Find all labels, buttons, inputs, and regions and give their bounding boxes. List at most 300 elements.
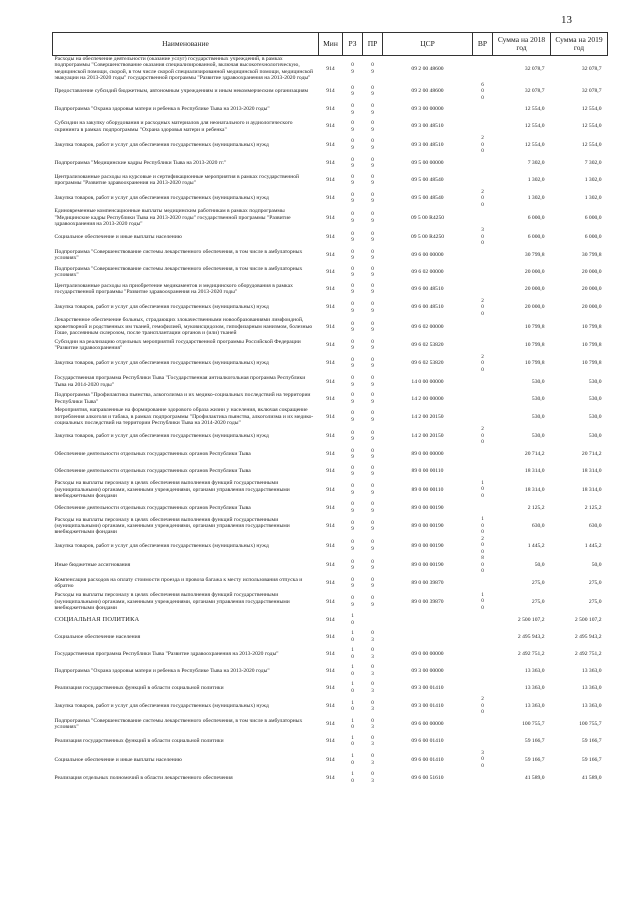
row-pr: 0 9 <box>371 62 374 75</box>
row-vr: 3 0 0 <box>481 227 484 247</box>
row-min: 914 <box>326 650 335 657</box>
row-sum-2018: 10 799,8 <box>524 323 545 330</box>
table-row <box>53 155 608 172</box>
row-sum-2018: 12 554,0 <box>524 141 545 148</box>
row-csr: 09 5 00 00000 <box>411 159 444 166</box>
row-vr <box>473 716 493 733</box>
row-name: Подпрограмма "Совершенствование системы лекарственного обеспечения, в том числе в амбулаторных условиях" <box>54 266 303 279</box>
row-vr <box>473 645 493 662</box>
row-csr: 09 6 02 00000 <box>411 323 444 330</box>
row-sum-2018: 1 302,0 <box>527 176 545 183</box>
row-csr: 09 6 02 00000 <box>411 269 444 276</box>
row-name: Подпрограмма "Охрана здоровья матери и ребенка в Республике Тыва на 2013-2020 годы" <box>54 667 270 674</box>
row-rz: 0 9 <box>351 230 354 244</box>
row-pr <box>363 611 383 628</box>
table-row <box>53 769 608 786</box>
row-min: 914 <box>326 159 335 166</box>
row-sum-2018: 1 302,0 <box>527 195 545 202</box>
row-sum-2019: 275,0 <box>588 598 602 605</box>
row-min: 914 <box>326 304 335 311</box>
row-csr: 09 5 00 48540 <box>411 195 444 202</box>
row-sum-2018: 530,0 <box>531 378 545 385</box>
row-vr: 6 0 0 <box>481 81 484 101</box>
row-csr: 09 6 00 48510 <box>411 286 444 293</box>
row-min: 914 <box>326 413 335 420</box>
row-vr: 1 0 0 <box>481 516 484 536</box>
row-csr: 09 6 00 01410 <box>411 738 444 745</box>
row-min: 914 <box>326 123 335 130</box>
row-min: 914 <box>326 286 335 293</box>
row-csr: 09 5 00 48540 <box>411 176 444 183</box>
row-min: 914 <box>326 176 335 183</box>
table-row <box>53 446 608 463</box>
row-rz: 0 9 <box>351 356 354 370</box>
table-row <box>53 555 608 575</box>
table-row <box>53 227 608 247</box>
row-min: 914 <box>326 504 335 511</box>
row-csr: 09 6 00 48510 <box>411 304 444 311</box>
row-rz: 0 9 <box>351 301 354 314</box>
row-name: Подпрограмма "Охрана здоровья матери и ребенка в Республике Тыва на 2013-2020 годы" <box>54 106 270 113</box>
row-csr: 09 3 00 01410 <box>411 703 444 710</box>
row-csr: 09 6 00 00000 <box>411 252 444 259</box>
row-min: 914 <box>326 360 335 367</box>
row-name: Компенсация расходов на оплату стоимости проезда и провоза багажа к месту использования отпуска и обратно <box>54 577 303 590</box>
table-row <box>53 247 608 264</box>
table-row <box>53 426 608 446</box>
row-min: 914 <box>326 523 335 530</box>
row-sum-2018: 275,0 <box>531 580 545 587</box>
row-vr <box>473 733 493 750</box>
row-name: Субсидии на закупку оборудования и расходных материалов для неонатального и аудиологического скрининга в рамках подпрограммы "Охрана здоровья матери и ребенка" <box>54 120 293 133</box>
row-pr: 0 3 <box>371 664 374 677</box>
row-csr: 89 0 00 00190 <box>411 523 444 530</box>
row-sum-2019: 530,0 <box>588 378 602 385</box>
table-row <box>53 611 608 628</box>
row-rz: 1 0 <box>351 771 354 784</box>
row-min: 914 <box>326 395 335 402</box>
row-sum-2018: 32 078,7 <box>524 65 545 72</box>
row-vr <box>473 281 493 298</box>
row-pr: 0 9 <box>371 138 374 151</box>
row-vr <box>473 155 493 172</box>
row-pr: 0 9 <box>371 429 374 443</box>
row-vr <box>473 628 493 645</box>
row-sum-2018: 50,0 <box>534 562 545 569</box>
row-rz: 0 9 <box>351 338 354 352</box>
row-pr: 0 9 <box>371 447 374 461</box>
row-rz: 0 9 <box>351 211 354 224</box>
row-sum-2019: 13 363,0 <box>581 667 602 674</box>
row-csr: 14 2 00 20150 <box>411 413 444 420</box>
table-body <box>53 56 608 787</box>
row-sum-2018: 2 125,2 <box>527 504 545 511</box>
row-sum-2018: 18 314,0 <box>524 486 545 493</box>
row-min: 914 <box>326 738 335 745</box>
row-csr: 09 6 02 53820 <box>411 360 444 367</box>
row-name: Реализация государственных функций в области социальной политики <box>54 684 224 691</box>
row-sum-2018: 530,0 <box>531 433 545 440</box>
row-rz: 0 9 <box>351 595 354 608</box>
row-name: Социальное обеспечение и иные выплаты населению <box>54 756 182 763</box>
row-name: СОЦИАЛЬНАЯ ПОЛИТИКА <box>54 616 140 624</box>
row-csr: 09 2 00 48600 <box>411 65 444 72</box>
row-sum-2019: 20 714,2 <box>581 451 602 458</box>
row-rz: 0 9 <box>351 282 354 296</box>
row-rz: 0 9 <box>351 138 354 151</box>
row-sum-2018: 59 166,7 <box>524 756 545 763</box>
row-csr: 89 0 00 39870 <box>411 598 444 605</box>
budget-table <box>52 32 608 786</box>
row-pr: 0 9 <box>371 338 374 352</box>
row-sum-2018: 2 495 943,2 <box>517 633 545 640</box>
table-row <box>53 82 608 102</box>
row-sum-2019: 41 589,0 <box>581 774 602 781</box>
table-row <box>53 101 608 118</box>
row-vr <box>473 172 493 189</box>
row-csr: 09 2 00 48600 <box>411 88 444 95</box>
row-name: Централизованные расходы на приобретение медикаментов и медицинского оборудования в рамках государственной программы "Развитие здравоохранения на 2013-2020 годы" <box>54 283 293 296</box>
row-rz: 0 9 <box>351 483 354 496</box>
row-vr <box>473 247 493 264</box>
row-sum-2018: 100 755,7 <box>522 721 545 728</box>
row-sum-2018: 20 714,2 <box>524 451 545 458</box>
row-name: Закупка товаров, работ и услуг для обеспечения государственных (муниципальных) нужд <box>54 433 269 440</box>
row-name: Централизованные расходы на курсовые и сертификационные мероприятия в рамках государственной программы "Развитие здравоохранения на 2013-2020 годы" <box>54 173 300 187</box>
row-csr: 89 0 00 00000 <box>411 451 444 458</box>
row-rz: 0 9 <box>351 464 354 478</box>
row-rz: 0 9 <box>351 62 354 75</box>
row-sum-2019: 2 492 751,2 <box>574 650 602 657</box>
row-name: Подпрограмма "Профилактика пьянства, алкоголизма и их медико-социальных последствий на территории Республики Тыва" <box>54 392 311 405</box>
row-csr: 89 0 00 00110 <box>411 486 444 493</box>
table-row <box>53 645 608 662</box>
row-vr <box>473 264 493 281</box>
table-row <box>53 317 608 336</box>
table-row <box>53 499 608 516</box>
row-name: Единовременные компенсационные выплаты медицинским работникам в рамках подпрограммы "Медицинские кадры Республики Тыва на 2013-2020 годы" государственной программы "Развитие здравоохранения на 2013-2020 годы" <box>54 208 291 228</box>
row-min: 914 <box>326 756 335 763</box>
row-csr: 09 3 00 00000 <box>411 106 444 113</box>
row-name: Предоставление субсидий бюджетным, автономным учреждениям и иным некоммерческим организациям <box>54 88 309 95</box>
row-rz: 0 9 <box>351 410 354 423</box>
row-name: Закупка товаров, работ и услуг для обеспечения государственных (муниципальных) нужд <box>54 141 269 148</box>
table-row <box>53 662 608 679</box>
row-sum-2019: 10 799,8 <box>581 323 602 330</box>
row-rz: 1 0 <box>351 717 354 731</box>
row-sum-2019: 530,0 <box>588 413 602 420</box>
row-min: 914 <box>326 598 335 605</box>
table-row <box>53 189 608 209</box>
row-sum-2018: 32 078,7 <box>524 88 545 95</box>
row-name: Иные бюджетные ассигнования <box>54 562 131 569</box>
row-sum-2019: 18 314,0 <box>581 468 602 475</box>
row-sum-2019: 59 166,7 <box>581 756 602 763</box>
row-min: 914 <box>326 65 335 72</box>
table-row <box>53 536 608 556</box>
row-rz: 1 0 <box>351 699 354 713</box>
row-vr: 2 0 0 <box>481 353 484 373</box>
row-csr: 89 0 00 00190 <box>411 504 444 511</box>
row-sum-2018: 18 314,0 <box>524 468 545 475</box>
row-rz: 0 9 <box>351 576 354 590</box>
table-row <box>53 264 608 281</box>
row-pr: 0 9 <box>371 156 374 170</box>
row-min: 914 <box>326 774 335 781</box>
row-name: Государственная программа Республики Тыва "Государственная антиалкогольная программа Республики Тыва на 2014-2020 годы" <box>54 375 306 388</box>
row-sum-2018: 41 589,0 <box>524 774 545 781</box>
row-min: 914 <box>326 195 335 202</box>
row-csr: 09 3 00 00000 <box>411 667 444 674</box>
row-name: Реализация государственных функций в области социальной политики <box>54 738 224 745</box>
row-vr: 2 0 0 <box>481 696 484 716</box>
row-vr <box>473 575 493 592</box>
row-name: Обеспечение деятельности отдельных государственных органов Республики Тыва <box>54 451 251 458</box>
row-sum-2019: 6 000,0 <box>584 233 602 240</box>
row-csr: 89 0 00 00190 <box>411 562 444 569</box>
row-sum-2019: 32 078,7 <box>581 88 602 95</box>
row-min: 914 <box>326 542 335 549</box>
row-name: Расходы на обеспечение деятельности (оказание услуг) государственных учреждений, в рамках подпрограммы "Совершенствование оказания специализированной, включая высокотехнологическую, медицинской помощи, скорой, в том числе скорой специализированной медицинской помощи, медицинской эвакуации на 2013-2020 годы" государственной программы "Развитие здравоохранения на 2013-2020 годы" <box>54 56 314 82</box>
row-vr <box>473 317 493 336</box>
row-name: Закупка товаров, работ и услуг для обеспечения государственных (муниципальных) нужд <box>54 703 269 710</box>
table-row <box>53 390 608 407</box>
row-sum-2018: 20 000,0 <box>524 304 545 311</box>
header-sum-2019: Сумма на 2019 год <box>551 33 608 56</box>
row-name: Обеспечение деятельности отдельных государственных органов Республики Тыва <box>54 504 251 511</box>
row-rz: 0 9 <box>351 265 354 279</box>
row-sum-2018: 30 799,8 <box>524 252 545 259</box>
row-name: Подпрограмма "Медицинские кадры Республики Тыва на 2013-2020 гг." <box>54 159 227 166</box>
row-rz: 0 9 <box>351 84 354 98</box>
row-min: 914 <box>326 269 335 276</box>
row-sum-2018: 275,0 <box>531 598 545 605</box>
row-vr: 8 0 0 <box>481 555 484 575</box>
row-csr: 89 0 00 00190 <box>411 542 444 549</box>
row-name: Социальное обеспечение населения <box>54 633 141 640</box>
table-row <box>53 281 608 298</box>
row-pr: 0 9 <box>371 483 374 496</box>
table-row <box>53 172 608 189</box>
row-pr: 0 3 <box>371 717 374 731</box>
row-name: Субсидии на реализацию отдельных мероприятий государственной программы Российской Федерации "Развитие здравоохранения" <box>54 338 301 352</box>
row-csr: 09 6 00 00000 <box>411 721 444 728</box>
row-sum-2019: 275,0 <box>588 580 602 587</box>
row-vr <box>473 337 493 354</box>
row-vr: 3 0 0 <box>481 749 484 769</box>
row-sum-2019: 30 799,8 <box>581 252 602 259</box>
row-rz: 0 9 <box>351 447 354 461</box>
row-pr: 0 9 <box>371 173 374 187</box>
row-vr: 2 0 0 <box>481 135 484 155</box>
row-name: Закупка товаров, работ и услуг для обеспечения государственных (муниципальных) нужд <box>54 360 269 367</box>
row-sum-2019: 12 554,0 <box>581 141 602 148</box>
table-row <box>53 696 608 716</box>
table-row <box>53 750 608 770</box>
row-pr: 0 9 <box>371 539 374 552</box>
table-row <box>53 516 608 536</box>
row-name: Расходы на выплаты персоналу в целях обеспечения выполнения функций государственными (муниципальными) органами, казенными учреждениями, органами управления государственными внебюджетными фондами <box>54 516 290 536</box>
row-pr: 0 9 <box>371 392 374 405</box>
row-min: 914 <box>326 342 335 348</box>
row-rz: 1 0 <box>351 630 354 643</box>
row-sum-2018: 20 000,0 <box>524 269 545 276</box>
row-csr: 09 6 00 51610 <box>411 774 444 781</box>
row-min: 914 <box>326 703 335 710</box>
row-rz: 1 0 <box>351 647 354 660</box>
table-row <box>53 118 608 135</box>
row-min: 914 <box>326 580 335 587</box>
row-csr: 14 2 00 00000 <box>411 395 444 402</box>
row-pr: 0 9 <box>371 356 374 370</box>
row-pr: 0 3 <box>371 647 374 660</box>
row-sum-2019: 530,0 <box>588 433 602 440</box>
row-sum-2019: 10 799,8 <box>581 342 602 348</box>
row-vr <box>473 407 493 426</box>
row-sum-2019: 630,0 <box>588 523 602 530</box>
row-sum-2018: 20 000,0 <box>524 286 545 293</box>
row-pr: 0 3 <box>371 681 374 694</box>
row-sum-2019: 530,0 <box>588 395 602 402</box>
row-sum-2018: 12 554,0 <box>524 123 545 130</box>
row-csr: 09 3 00 48510 <box>411 123 444 130</box>
row-pr: 0 9 <box>371 464 374 478</box>
row-csr: 09 3 00 48510 <box>411 141 444 148</box>
row-sum-2018: 530,0 <box>531 413 545 420</box>
row-pr: 0 9 <box>371 595 374 608</box>
header-vr: ВР <box>473 33 493 56</box>
row-pr: 0 9 <box>371 558 374 572</box>
table-header-row <box>53 33 608 56</box>
row-sum-2018: 12 554,0 <box>524 106 545 113</box>
row-min: 914 <box>326 252 335 259</box>
row-min: 914 <box>326 486 335 493</box>
row-rz: 1 0 <box>351 664 354 677</box>
row-vr: 2 0 0 <box>481 188 484 208</box>
row-name: Реализация отдельных полномочий в области лекарственного обеспечения <box>54 774 233 781</box>
row-csr: 89 0 00 39870 <box>411 580 444 587</box>
row-sum-2018: 2 500 107,2 <box>517 616 545 623</box>
row-min: 914 <box>326 233 335 240</box>
row-sum-2018: 1 445,2 <box>527 542 545 549</box>
row-pr: 0 9 <box>371 410 374 423</box>
row-rz: 1 0 <box>351 613 354 626</box>
row-pr: 0 9 <box>371 191 374 205</box>
row-name: Подпрограмма "Совершенствование системы лекарственного обеспечения, в том числе в амбулаторных условиях" <box>54 249 303 262</box>
row-csr: 14 2 00 20150 <box>411 433 444 440</box>
table-row <box>53 298 608 318</box>
row-pr: 0 3 <box>371 630 374 643</box>
table-row <box>53 733 608 750</box>
row-sum-2019: 12 554,0 <box>581 106 602 113</box>
row-pr: 0 9 <box>371 248 374 262</box>
row-pr: 0 9 <box>371 519 374 533</box>
table-row <box>53 463 608 480</box>
row-csr: 09 6 02 53820 <box>411 342 444 348</box>
row-sum-2019: 100 755,7 <box>579 721 602 728</box>
row-sum-2018: 530,0 <box>531 395 545 402</box>
row-sum-2018: 13 363,0 <box>524 684 545 691</box>
row-sum-2019: 2 125,2 <box>584 504 602 511</box>
row-rz: 0 9 <box>351 429 354 443</box>
row-csr: 09 5 00 R4250 <box>410 233 445 240</box>
row-vr: 2 0 0 <box>481 426 484 446</box>
row-vr <box>473 56 493 82</box>
row-sum-2018: 6 000,0 <box>527 214 545 221</box>
row-name: Подпрограмма "Совершенствование системы лекарственного обеспечения, в том числе в амбулаторных условиях" <box>54 718 303 731</box>
row-min: 914 <box>326 378 335 385</box>
row-pr: 0 9 <box>371 301 374 314</box>
header-sum-2018: Сумма на 2018 год <box>493 33 551 56</box>
row-sum-2019: 20 000,0 <box>581 286 602 293</box>
row-min: 914 <box>326 88 335 95</box>
header-name: Наименование <box>53 33 319 56</box>
row-sum-2018: 13 363,0 <box>524 667 545 674</box>
row-csr <box>383 611 473 628</box>
table-row <box>53 208 608 227</box>
row-sum-2018: 13 363,0 <box>524 703 545 710</box>
row-name: Закупка товаров, работ и услуг для обеспечения государственных (муниципальных) нужд <box>54 542 269 549</box>
row-csr: 09 6 00 01410 <box>411 756 444 763</box>
row-pr: 0 9 <box>371 282 374 296</box>
row-rz: 1 0 <box>351 681 354 694</box>
row-pr: 0 3 <box>371 753 374 766</box>
row-sum-2018: 630,0 <box>531 523 545 530</box>
table-row <box>53 716 608 733</box>
row-min: 914 <box>326 468 335 475</box>
row-vr: 1 0 0 <box>481 591 484 611</box>
row-pr: 0 9 <box>371 375 374 388</box>
row-rz: 0 9 <box>351 539 354 552</box>
row-vr <box>473 118 493 135</box>
table-row <box>53 592 608 612</box>
table-row <box>53 373 608 390</box>
row-pr: 0 9 <box>371 265 374 279</box>
row-sum-2019: 6 000,0 <box>584 214 602 221</box>
row-sum-2018: 10 799,8 <box>524 360 545 367</box>
row-vr <box>473 208 493 227</box>
row-vr <box>473 769 493 786</box>
row-vr <box>473 679 493 696</box>
row-rz: 0 9 <box>351 501 354 514</box>
row-sum-2019: 12 554,0 <box>581 123 602 130</box>
row-rz: 0 9 <box>351 156 354 170</box>
row-vr <box>473 662 493 679</box>
row-pr: 0 9 <box>371 211 374 224</box>
row-sum-2018: 2 492 751,2 <box>517 650 545 657</box>
row-vr <box>473 390 493 407</box>
row-sum-2019: 1 302,0 <box>584 176 602 183</box>
row-min: 914 <box>326 562 335 569</box>
row-csr: 09 3 00 01410 <box>411 684 444 691</box>
row-pr: 0 9 <box>371 103 374 116</box>
row-sum-2019: 18 314,0 <box>581 486 602 493</box>
row-sum-2019: 32 078,7 <box>581 65 602 72</box>
row-min: 914 <box>326 667 335 674</box>
row-sum-2018: 59 166,7 <box>524 738 545 745</box>
row-sum-2019: 1 445,2 <box>584 542 602 549</box>
row-csr: 14 0 00 00000 <box>411 378 444 385</box>
row-min: 914 <box>326 633 335 640</box>
row-name: Закупка товаров, работ и услуг для обеспечения государственных (муниципальных) нужд <box>54 304 269 311</box>
row-vr: 1 0 0 <box>481 479 484 499</box>
row-pr: 0 9 <box>371 501 374 514</box>
row-min: 914 <box>326 323 335 330</box>
table-row <box>53 679 608 696</box>
row-rz: 0 9 <box>351 558 354 572</box>
row-min: 914 <box>326 141 335 148</box>
header-csr: ЦСР <box>383 33 473 56</box>
